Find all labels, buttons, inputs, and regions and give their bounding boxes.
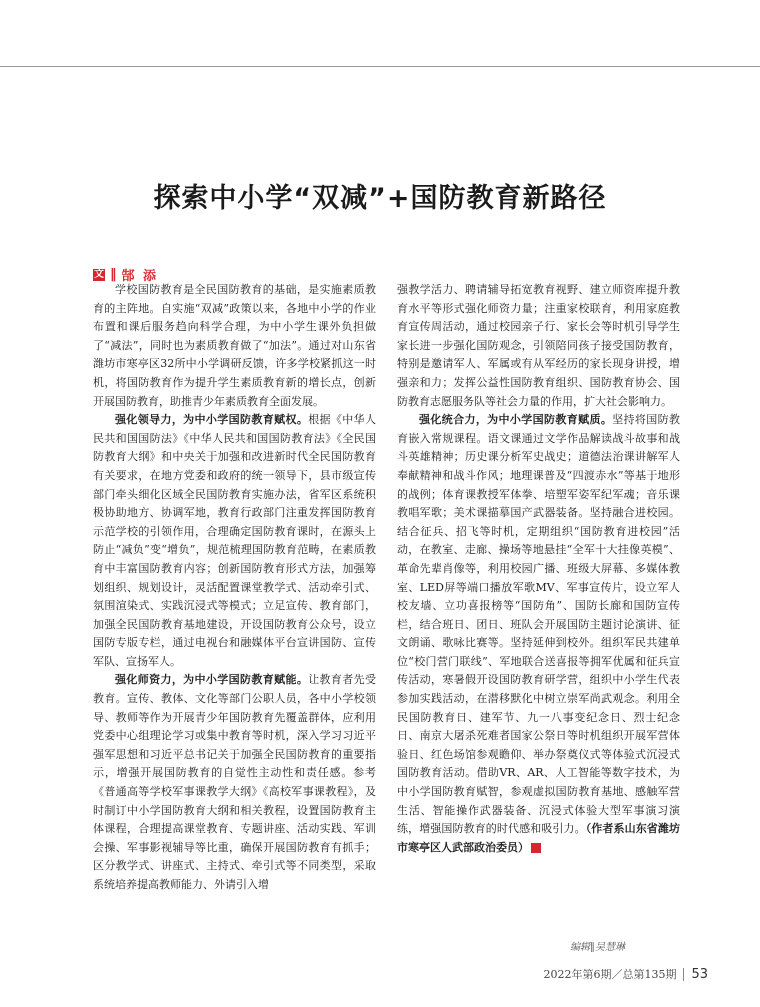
body-teachers: 让教育者先受教育。宣传、教体、文化等部门公职人员，各中小学校领导、教师等作为开展青少年国防教育先覆盖群体，应利用党委中心组理论学习或集中教育等时机，深入学习习近平强军思想和习近平总书记关于加强全民国防教育的重要指示，增强开展国防教育的自觉性主动性和责任感。参考《普通高等学校军事课教学大纲》《高校军事课教程》，及时制订中小学国防教育大纲和相关教程，设置国防教育主体课程，合理提高课堂教育、专题讲座、活动实践、军训会操、军事影视辅导等比重，确保开展国防教育有抓手；区分教学式、讲座式、主持式、牵引式等不同类型，采取系统培养提高教师能力、外请引入增 — [93, 673, 377, 891]
article-title: 探索中小学“双减”+国防教育新路径 — [153, 183, 607, 214]
heading-teachers: 强化师资力，为中小学国防教育赋能。 — [115, 673, 309, 687]
body-integration: 坚持将国防教育嵌入常规课程。语文课通过文学作品解读战斗故事和战斗英雄精神；历史课分析军史战史；道德法治课讲解军人奉献精神和战斗作风；地理课普及“四渡赤水”等基于地形的战例；体育课教授军体拳、培塑军姿军纪军魂；音乐课教唱军歌；美术课描摹国产武器装备。坚持融合进校园。结合征兵、招飞等时机，定期组织“国防教育进校园”活动，在教室、走廊、操场等地悬挂“全军十大挂像英模”、革命先辈肖像等，利用校园广播、班级大屏幕、多媒体教室、LED屏等端口播放军歌MV、军事宣传片，设立军人校友墙、立功喜报榜等“国防角”、国防长廊和国防宣传栏，结合班日、团日、班队会开展国防主题讨论演讲、征文朗诵、歌咏比赛等。坚持延伸到校外。组织军民共建单位“校门营门联线”、军地联合送喜报等拥军优属和征兵宣传活动，寒暑假开设国防教育研学营，组织中小学生代表参加实践活动，在潜移默化中树立崇军尚武观念。利用全民国防教育日、建军节、九一八事变纪念日、烈士纪念日、南京大屠杀死难者国家公祭日等时机组织开展军营体验日、红色场馆参观瞻仰、举办祭奠仪式等体验式沉浸式国防教育活动。借助VR、AR、人工智能等数字技术，为中小学国防教育赋智，参观虚拟国防教育基地、感触军营生活、智能操作武器装备、沉浸式体验大型军事演习演练，增强国防教育的时代感和吸引力。 — [397, 413, 681, 836]
article-end-icon: G — [531, 843, 541, 853]
paragraph-leadership — [93, 411, 376, 671]
footer-divider — [683, 968, 684, 981]
left-column — [93, 281, 376, 895]
heading-leadership: 强化领导力，为中小学国防教育赋权。 — [115, 413, 309, 427]
page-number: 53 — [691, 966, 708, 982]
editor-credit: 编辑∥吴慧琳 — [570, 942, 625, 953]
right-column — [397, 281, 680, 857]
author-bio: （作者系山东省潍坊市寒亭区人武部政治委员） — [397, 822, 681, 854]
paragraph-intro: 学校国防教育是全民国防教育的基础，是实施素质教育的主阵地。自实施“双减”政策以来，各地中小学的作业布置和课后服务趋向科学合理，为中小学生课外负担做了“减法”，同时也为素质教育做了“加法”。通过对山东省潍坊市寒亭区32所中小学调研反馈，许多学校紧抓这一时机，将国防教育作为提升学生素质教育新的增长点，创新开展国防教育，助推青少年素质教育全面发展。 — [93, 283, 376, 408]
author-separator: ‖ — [110, 267, 117, 282]
author-name: 郜 添 — [121, 269, 159, 284]
paragraph-teachers — [93, 671, 376, 894]
author-text-mark: 文 — [94, 268, 104, 280]
top-rule — [0, 66, 760, 67]
issue-info: 2022年第6期／总第135期 — [543, 968, 677, 981]
body-leadership: 根据《中华人民共和国国防法》《中华人民共和国国防教育法》《全民国防教育大纲》和中央关于加强和改进新时代全民国防教育有关要求，在地方党委和政府的统一领导下，县市级宣传部门牵头细化区域全民国防教育实施办法，省军区系统积极协助地方、协调军地，教育行政部门注重发挥国防教育示范学校的引领作用，合理确定国防教育课时，在源头上防止“减负”变“增负”，规范梳理国防教育范畴，在素质教育中丰富国防教育内容；创新国防教育形式方法，加强筹划组织、规划设计，灵活配置课堂教学式、活动牵引式、氛围渲染式、实践沉浸式等模式；立足宣传、教育部门，加强全民国防教育基地建设，开设国防教育公众号，设立国防专版专栏，通过电视台和融媒体平台宣讲国防、宣传军队、宣扬军人。 — [93, 413, 377, 668]
heading-integration: 强化统合力，为中小学国防教育赋质。 — [419, 413, 613, 427]
paragraph-teachers-continued: 强教学活力、聘请辅导拓宽教育视野、建立师资库提升教育水平等形式强化师资力量；注重家校联育，利用家庭教育宣传周活动，通过校园亲子行、家长会等时机引导学生家长进一步强化国防观念，引领陪同孩子接受国防教育，特别是邀请军人、军属或有从军经历的家长现身讲授，增强亲和力；发挥公益性国防教育组织、国防教育协会、国防教育志愿服务队等社会力量的作用，扩大社会影响力。 — [397, 283, 680, 408]
page-footer — [543, 966, 708, 982]
paragraph-integration — [397, 411, 680, 857]
